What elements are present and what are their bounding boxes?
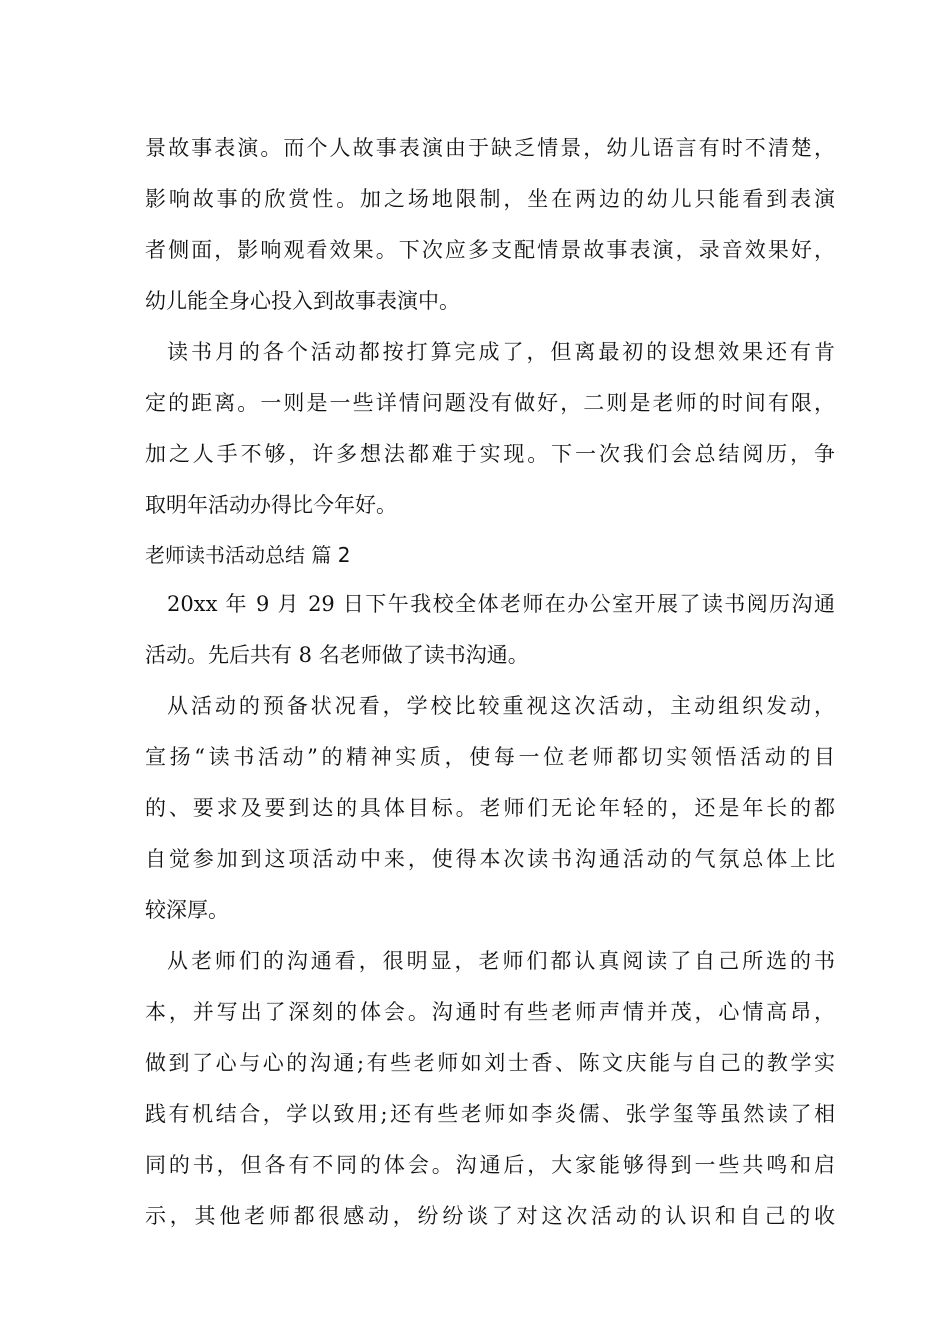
- text-line: 取明年活动办得比今年好。: [145, 493, 397, 517]
- text-line: 示，其他老师都很感动，纷纷谈了对这次活动的认识和自己的收: [145, 1204, 835, 1228]
- text-line: 读书月的各个活动都按打算完成了，但离最初的设想效果还有肯: [167, 340, 835, 364]
- text-line: 自觉参加到这项活动中来，使得本次读书沟通活动的气氛总体上比: [145, 847, 835, 871]
- text-line: 影响故事的欣赏性。加之场地限制，坐在两边的幼儿只能看到表演: [145, 187, 835, 211]
- paragraph-exchange-event: [145, 579, 835, 681]
- text-line: 的、要求及要到达的具体目标。老师们无论年轻的，还是年长的都: [145, 796, 835, 820]
- text-line: 景故事表演。而个人故事表演由于缺乏情景，幼儿语言有时不清楚，: [145, 136, 835, 160]
- text-line: 践有机结合，学以致用;还有些老师如李炎儒、张学玺等虽然读了相: [145, 1102, 835, 1126]
- paragraph-reading-month: [145, 327, 835, 531]
- text-line: 加之人手不够，许多想法都难于实现。下一次我们会总结阅历，争: [145, 442, 835, 466]
- paragraph-teacher-exchange: [145, 936, 835, 1242]
- document-body: [145, 123, 835, 1242]
- text-line: 活动。先后共有 8 名老师做了读书沟通。: [145, 643, 529, 667]
- text-line: 20xx 年 9 月 29 日下午我校全体老师在办公室开展了读书阅历沟通: [167, 592, 835, 616]
- text-line: 幼儿能全身心投入到故事表演中。: [145, 289, 460, 313]
- text-line: 定的距离。一则是一些详情问题没有做好，二则是老师的时间有限，: [145, 391, 835, 415]
- paragraph-preparation: [145, 681, 835, 936]
- text-line: 从老师们的沟通看，很明显，老师们都认真阅读了自己所选的书: [167, 949, 835, 973]
- text-line: 者侧面，影响观看效果。下次应多支配情景故事表演，录音效果好，: [145, 238, 835, 262]
- text-line: 本，并写出了深刻的体会。沟通时有些老师声情并茂，心情高昂，: [145, 1000, 835, 1024]
- section-heading: 老师读书活动总结 篇 2: [145, 543, 351, 567]
- text-line: 做到了心与心的沟通;有些老师如刘士香、陈文庆能与自己的教学实: [145, 1051, 835, 1075]
- text-line: 同的书，但各有不同的体会。沟通后，大家能够得到一些共鸣和启: [145, 1153, 835, 1177]
- text-line: 从活动的预备状况看，学校比较重视这次活动，主动组织发动，: [167, 694, 835, 718]
- paragraph-performance-review: [145, 123, 835, 327]
- text-line: 较深厚。: [145, 898, 229, 922]
- text-line: 宣扬“读书活动”的精神实质，使每一位老师都切实领悟活动的目: [145, 745, 835, 769]
